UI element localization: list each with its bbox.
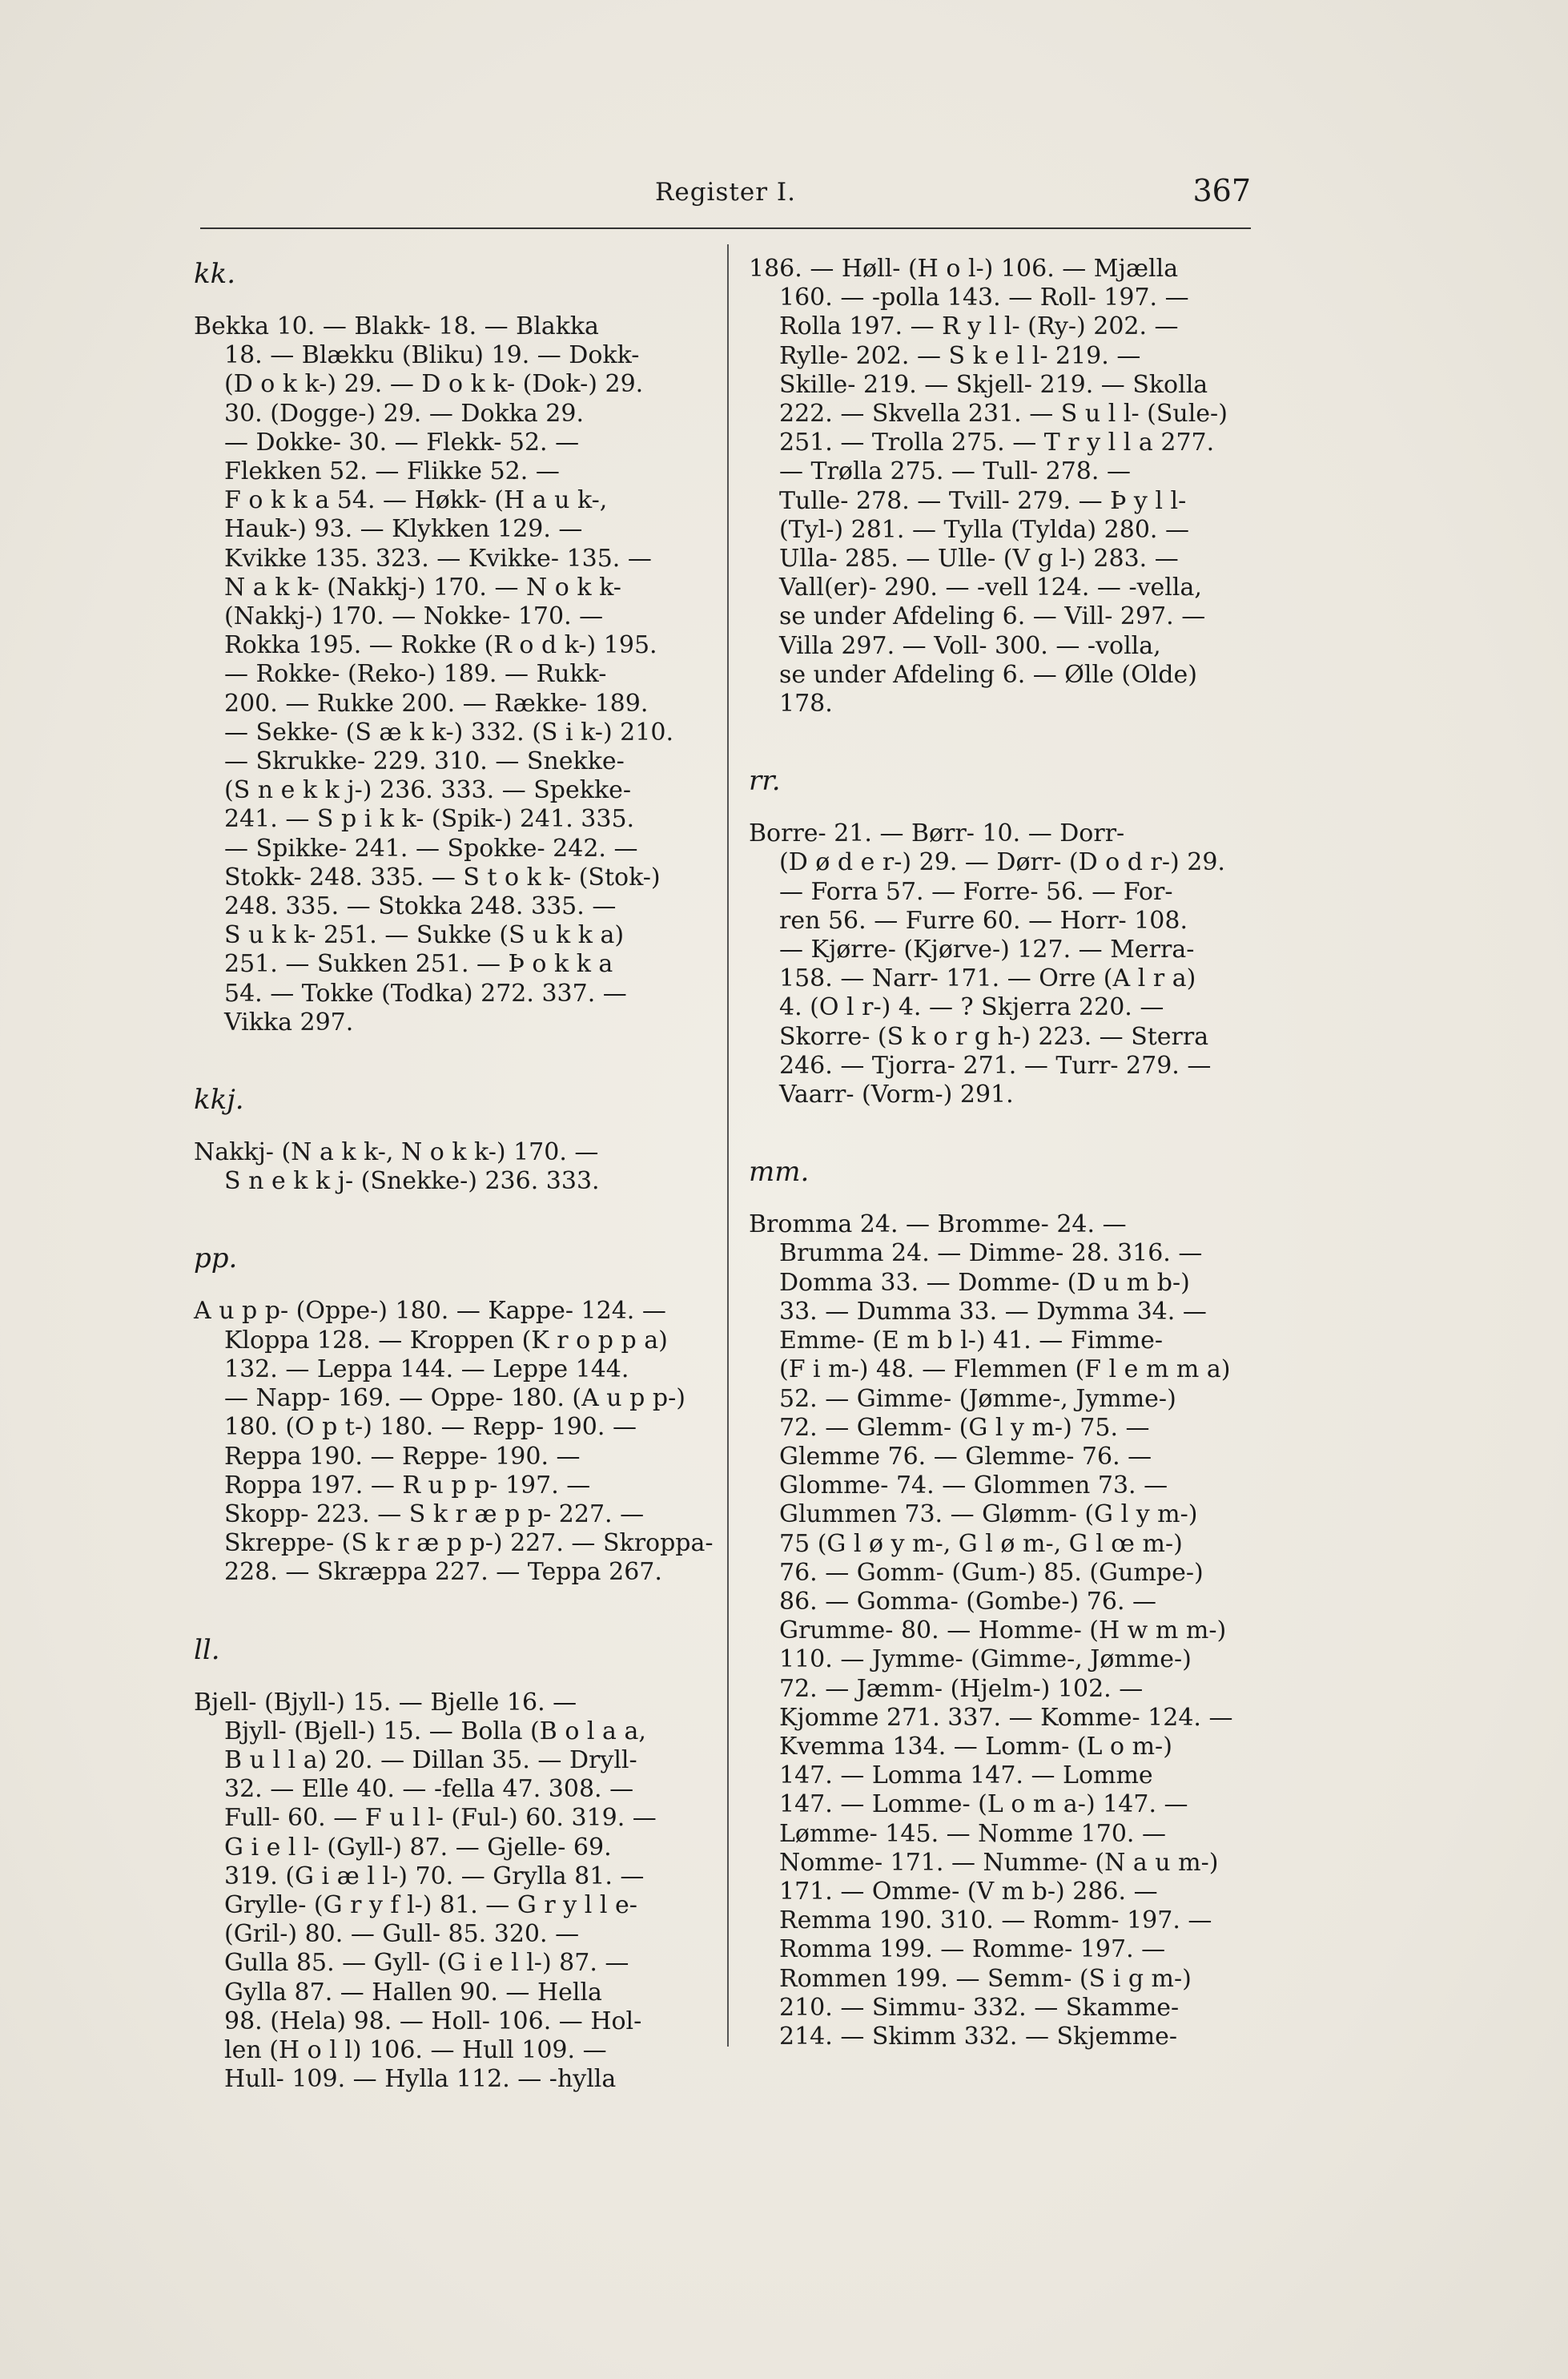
- index-line: Kjomme 271. 337. — Komme- 124. —: [779, 1703, 1233, 1732]
- index-line: se under Afdeling 6. — Ølle (Olde): [779, 660, 1197, 689]
- index-line: 158. — Narr- 171. — Orre (A l r a): [779, 964, 1196, 993]
- index-line: Nakkj- (N a k k-, N o k k-) 170. —: [194, 1138, 599, 1167]
- index-line: 251. — Trolla 275. — T r y l l a 277.: [779, 429, 1215, 457]
- index-line: len (H o l l) 106. — Hull 109. —: [224, 2035, 607, 2064]
- index-line: 72. — Jæmm- (Hjelm-) 102. —: [779, 1674, 1144, 1703]
- page-number: 367: [1192, 173, 1251, 208]
- page-header: [200, 173, 1251, 223]
- header-rule: [200, 227, 1251, 229]
- section-heading: kkj.: [194, 1084, 244, 1117]
- index-line: Skille- 219. — Skjell- 219. — Skolla: [779, 370, 1208, 399]
- index-line: G i e l l- (Gyll-) 87. — Gjelle- 69.: [224, 1833, 612, 1862]
- index-line: 4. (O l r-) 4. — ? Skjerra 220. —: [779, 993, 1164, 1022]
- index-line: 319. (G i æ l l-) 70. — Grylla 81. —: [224, 1862, 645, 1890]
- index-line: 200. — Rukke 200. — Række- 189.: [224, 689, 649, 718]
- index-line: — Spikke- 241. — Spokke- 242. —: [224, 834, 638, 863]
- index-line: Emme- (E m b l-) 41. — Fimme-: [779, 1326, 1164, 1355]
- index-line: Kloppa 128. — Kroppen (K r o p p a): [224, 1326, 668, 1355]
- index-line: F o k k a 54. — Høkk- (H a u k-,: [224, 486, 608, 515]
- index-line: 222. — Skvella 231. — S u l l- (Sule-): [779, 400, 1228, 429]
- index-line: 186. — Høll- (H o l-) 106. — Mjælla: [749, 255, 1179, 283]
- index-line: Remma 190. 310. — Romm- 197. —: [779, 1906, 1212, 1935]
- index-line: Romma 199. — Romme- 197. —: [779, 1935, 1166, 1964]
- index-line: Bjyll- (Bjell-) 15. — Bolla (B o l a a,: [224, 1717, 646, 1745]
- left-column: [194, 255, 714, 2140]
- index-line: ren 56. — Furre 60. — Horr- 108.: [779, 906, 1188, 935]
- index-line: Skorre- (S k o r g h-) 223. — Sterra: [779, 1022, 1209, 1051]
- index-line: se under Afdeling 6. — Vill- 297. —: [779, 602, 1206, 631]
- index-line: Brumma 24. — Dimme- 28. 316. —: [779, 1239, 1203, 1268]
- index-line: Ulla- 285. — Ulle- (V g l-) 283. —: [779, 545, 1179, 574]
- index-line: Vall(er)- 290. — -vell 124. — -vella,: [779, 574, 1202, 602]
- index-line: Grylle- (G r y f l-) 81. — G r y l l e-: [224, 1890, 637, 1919]
- index-line: — Dokke- 30. — Flekk- 52. —: [224, 428, 580, 457]
- index-line: 33. — Dumma 33. — Dymma 34. —: [779, 1297, 1207, 1326]
- index-line: 246. — Tjorra- 271. — Turr- 279. —: [779, 1051, 1212, 1080]
- index-line: S u k k- 251. — Sukke (S u k k a): [224, 921, 625, 950]
- index-line: 75 (G l ø y m-, G l ø m-, G l œ m-): [779, 1529, 1183, 1558]
- index-line: 30. (Dogge-) 29. — Dokka 29.: [224, 399, 584, 428]
- index-line: Rolla 197. — R y l l- (Ry-) 202. —: [779, 312, 1179, 341]
- index-line: Tulle- 278. — Tvill- 279. — Þ y l l-: [779, 486, 1187, 515]
- index-line: Vaarr- (Vorm-) 291.: [779, 1081, 1014, 1109]
- index-line: 76. — Gomm- (Gum-) 85. (Gumpe-): [779, 1558, 1204, 1587]
- index-line: — Trølla 275. — Tull- 278. —: [779, 457, 1131, 486]
- index-line: Hauk-) 93. — Klykken 129. —: [224, 515, 583, 544]
- index-line: 241. — S p i k k- (Spik-) 241. 335.: [224, 805, 635, 834]
- index-line: Skreppe- (S k r æ p p-) 227. — Skroppa-: [224, 1529, 714, 1558]
- index-line: (S n e k k j-) 236. 333. — Spekke-: [224, 776, 632, 805]
- index-line: Kvikke 135. 323. — Kvikke- 135. —: [224, 544, 652, 573]
- index-line: 52. — Gimme- (Jømme-, Jymme-): [779, 1384, 1176, 1413]
- index-line: (F i m-) 48. — Flemmen (F l e m m a): [779, 1355, 1231, 1384]
- index-entry-block: [194, 312, 706, 1037]
- index-line: — Napp- 169. — Oppe- 180. (A u p p-): [224, 1384, 685, 1413]
- index-line: 18. — Blækku (Bliku) 19. — Dokk-: [224, 341, 640, 370]
- index-line: 171. — Omme- (V m b-) 286. —: [779, 1877, 1158, 1906]
- index-line: 54. — Tokke (Todka) 272. 337. —: [224, 979, 627, 1008]
- index-entry-block: [194, 1138, 706, 1196]
- index-line: 214. — Skimm 332. — Skjemme-: [779, 2022, 1178, 2051]
- column-divider: [727, 244, 729, 2047]
- index-entry-block: [194, 1297, 714, 1587]
- index-line: Glemme 76. — Glemme- 76. —: [779, 1442, 1152, 1471]
- index-line: 147. — Lomme- (L o m a-) 147. —: [779, 1790, 1188, 1819]
- index-line: — Rokke- (Reko-) 189. — Rukk-: [224, 660, 607, 689]
- index-line: Nomme- 171. — Numme- (N a u m-): [779, 1848, 1219, 1877]
- index-line: Rylle- 202. — S k e l l- 219. —: [779, 341, 1141, 370]
- index-line: Kvemma 134. — Lomm- (L o m-): [779, 1732, 1172, 1761]
- section-heading: pp.: [194, 1242, 238, 1275]
- index-line: 98. (Hela) 98. — Holl- 106. — Hol-: [224, 2007, 642, 2035]
- index-line: Gylla 87. — Hallen 90. — Hella: [224, 1978, 602, 2007]
- index-line: 147. — Lomma 147. — Lomme: [779, 1761, 1153, 1790]
- section-heading: kk.: [194, 258, 236, 290]
- index-line: (D ø d e r-) 29. — Dørr- (D o d r-) 29.: [779, 848, 1225, 877]
- index-line: B u l l a) 20. — Dillan 35. — Dryll-: [224, 1745, 637, 1774]
- index-line: 32. — Elle 40. — -fella 47. 308. —: [224, 1775, 634, 1804]
- index-line: (Tyl-) 281. — Tylla (Tylda) 280. —: [779, 515, 1189, 544]
- index-line: Glomme- 74. — Glommen 73. —: [779, 1471, 1168, 1500]
- index-line: S n e k k j- (Snekke-) 236. 333.: [224, 1167, 600, 1196]
- index-line: Roppa 197. — R u p p- 197. —: [224, 1471, 591, 1499]
- index-entry-block: [749, 1210, 1261, 2051]
- index-line: 248. 335. — Stokka 248. 335. —: [224, 892, 617, 921]
- right-column: [749, 255, 1261, 2098]
- index-line: Grumme- 80. — Homme- (H w m m-): [779, 1616, 1227, 1645]
- index-line: 251. — Sukken 251. — Þ o k k a: [224, 950, 613, 979]
- section-heading: ll.: [194, 1633, 220, 1666]
- index-line: A u p p- (Oppe-) 180. — Kappe- 124. —: [194, 1297, 666, 1326]
- index-line: Rommen 199. — Semm- (S i g m-): [779, 1964, 1192, 1993]
- section-heading: mm.: [749, 1156, 810, 1189]
- running-title: Register I.: [655, 178, 796, 207]
- index-line: 160. — -polla 143. — Roll- 197. —: [779, 284, 1189, 312]
- index-line: Lømme- 145. — Nomme 170. —: [779, 1819, 1167, 1848]
- index-entry-block: [749, 255, 1261, 719]
- index-line: — Skrukke- 229. 310. — Snekke-: [224, 747, 625, 776]
- index-line: Bjell- (Bjyll-) 15. — Bjelle 16. —: [194, 1688, 577, 1717]
- index-line: (Gril-) 80. — Gull- 85. 320. —: [224, 1920, 580, 1949]
- index-line: Bromma 24. — Bromme- 24. —: [749, 1210, 1127, 1239]
- index-entry-block: [194, 1689, 706, 2095]
- index-line: Skopp- 223. — S k r æ p p- 227. —: [224, 1499, 645, 1528]
- index-line: (Nakkj-) 170. — Nokke- 170. —: [224, 602, 604, 631]
- index-line: N a k k- (Nakkj-) 170. — N o k k-: [224, 573, 621, 602]
- index-line: Vikka 297.: [224, 1008, 354, 1037]
- index-line: Hull- 109. — Hylla 112. — -hylla: [224, 2065, 617, 2094]
- index-line: Villa 297. — Voll- 300. — -volla,: [779, 631, 1161, 660]
- index-line: (D o k k-) 29. — D o k k- (Dok-) 29.: [224, 370, 644, 399]
- index-line: Gulla 85. — Gyll- (G i e l l-) 87. —: [224, 1949, 629, 1978]
- index-line: 132. — Leppa 144. — Leppe 144.: [224, 1355, 629, 1383]
- index-line: Domma 33. — Domme- (D u m b-): [779, 1268, 1190, 1297]
- index-line: 110. — Jymme- (Gimme-, Jømme-): [779, 1645, 1192, 1674]
- index-line: — Sekke- (S æ k k-) 332. (S i k-) 210.: [224, 718, 673, 747]
- index-entry-block: [749, 819, 1261, 1109]
- index-line: Stokk- 248. 335. — S t o k k- (Stok-): [224, 863, 661, 892]
- index-line: Flekken 52. — Flikke 52. —: [224, 457, 560, 486]
- index-line: Reppa 190. — Reppe- 190. —: [224, 1442, 581, 1471]
- index-line: Full- 60. — F u l l- (Ful-) 60. 319. —: [224, 1804, 657, 1833]
- index-line: Borre- 21. — Børr- 10. — Dorr-: [749, 819, 1125, 848]
- index-line: 72. — Glemm- (G l y m-) 75. —: [779, 1413, 1150, 1442]
- index-line: 180. (O p t-) 180. — Repp- 190. —: [224, 1413, 637, 1442]
- index-line: Bekka 10. — Blakk- 18. — Blakka: [194, 312, 599, 340]
- index-line: Glummen 73. — Glømm- (G l y m-): [779, 1500, 1198, 1529]
- index-line: — Kjørre- (Kjørve-) 127. — Merra-: [779, 936, 1195, 964]
- index-line: 210. — Simmu- 332. — Skamme-: [779, 1993, 1180, 2022]
- index-line: 178.: [779, 690, 833, 719]
- index-line: 86. — Gomma- (Gombe-) 76. —: [779, 1587, 1157, 1616]
- index-line: 228. — Skræppa 227. — Teppa 267.: [224, 1558, 662, 1587]
- index-line: Rokka 195. — Rokke (R o d k-) 195.: [224, 631, 657, 660]
- section-heading: rr.: [749, 765, 781, 798]
- index-line: — Forra 57. — Forre- 56. — For-: [779, 877, 1173, 906]
